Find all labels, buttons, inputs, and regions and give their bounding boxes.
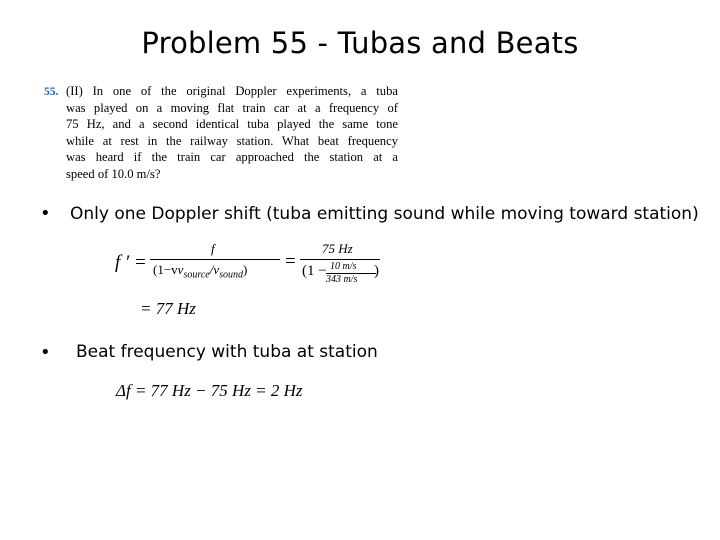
paren-close: ) [374,263,379,279]
slide-title: Problem 55 - Tubas and Beats [141,26,579,60]
fraction-numeric-numerator: 75 Hz [322,241,353,256]
bullet-marker: • [40,342,51,363]
problem-line: speed of 10.0 m/s? [66,166,161,181]
problem-line: (II) In one of the original Doppler experiments, a tuba [66,84,398,98]
fraction-inner-numerator: 10 m/s [330,261,357,272]
fraction-numeric [300,240,380,288]
equation-result: = 77 Hz [140,299,196,318]
paren-open: (1 − [302,263,327,279]
bullet-marker: • [40,203,51,224]
fraction-general-numerator: f [211,241,215,256]
problem-number: 55. [44,86,59,98]
problem-text [66,83,398,183]
beat-equation: Δf = 77 Hz − 75 Hz = 2 Hz [116,381,303,400]
problem-line: 75 Hz, and a second identical tuba played the same tone [66,117,398,132]
problem-line: while at rest in the railway station. What beat frequency [66,133,398,148]
equation-equals: = [285,251,296,272]
bullet-beat-text: Beat frequency with tuba at station [76,342,378,362]
bullet-doppler-text: Only one Doppler shift (tuba emitting sound while moving toward station) [70,204,699,224]
problem-line: was heard if the train car approached the station at a [66,150,398,165]
equation-lhs: f ′ = [115,252,147,273]
fraction-inner-denominator: 343 m/s [326,274,358,285]
fraction-inner [326,260,376,288]
fraction-general [150,240,280,286]
problem-line: was played on a moving flat train car at a frequency of [66,100,398,115]
fraction-bar [150,259,280,260]
fraction-general-denominator: $(1-vv_{source}/v_{sound})$ [153,262,248,281]
